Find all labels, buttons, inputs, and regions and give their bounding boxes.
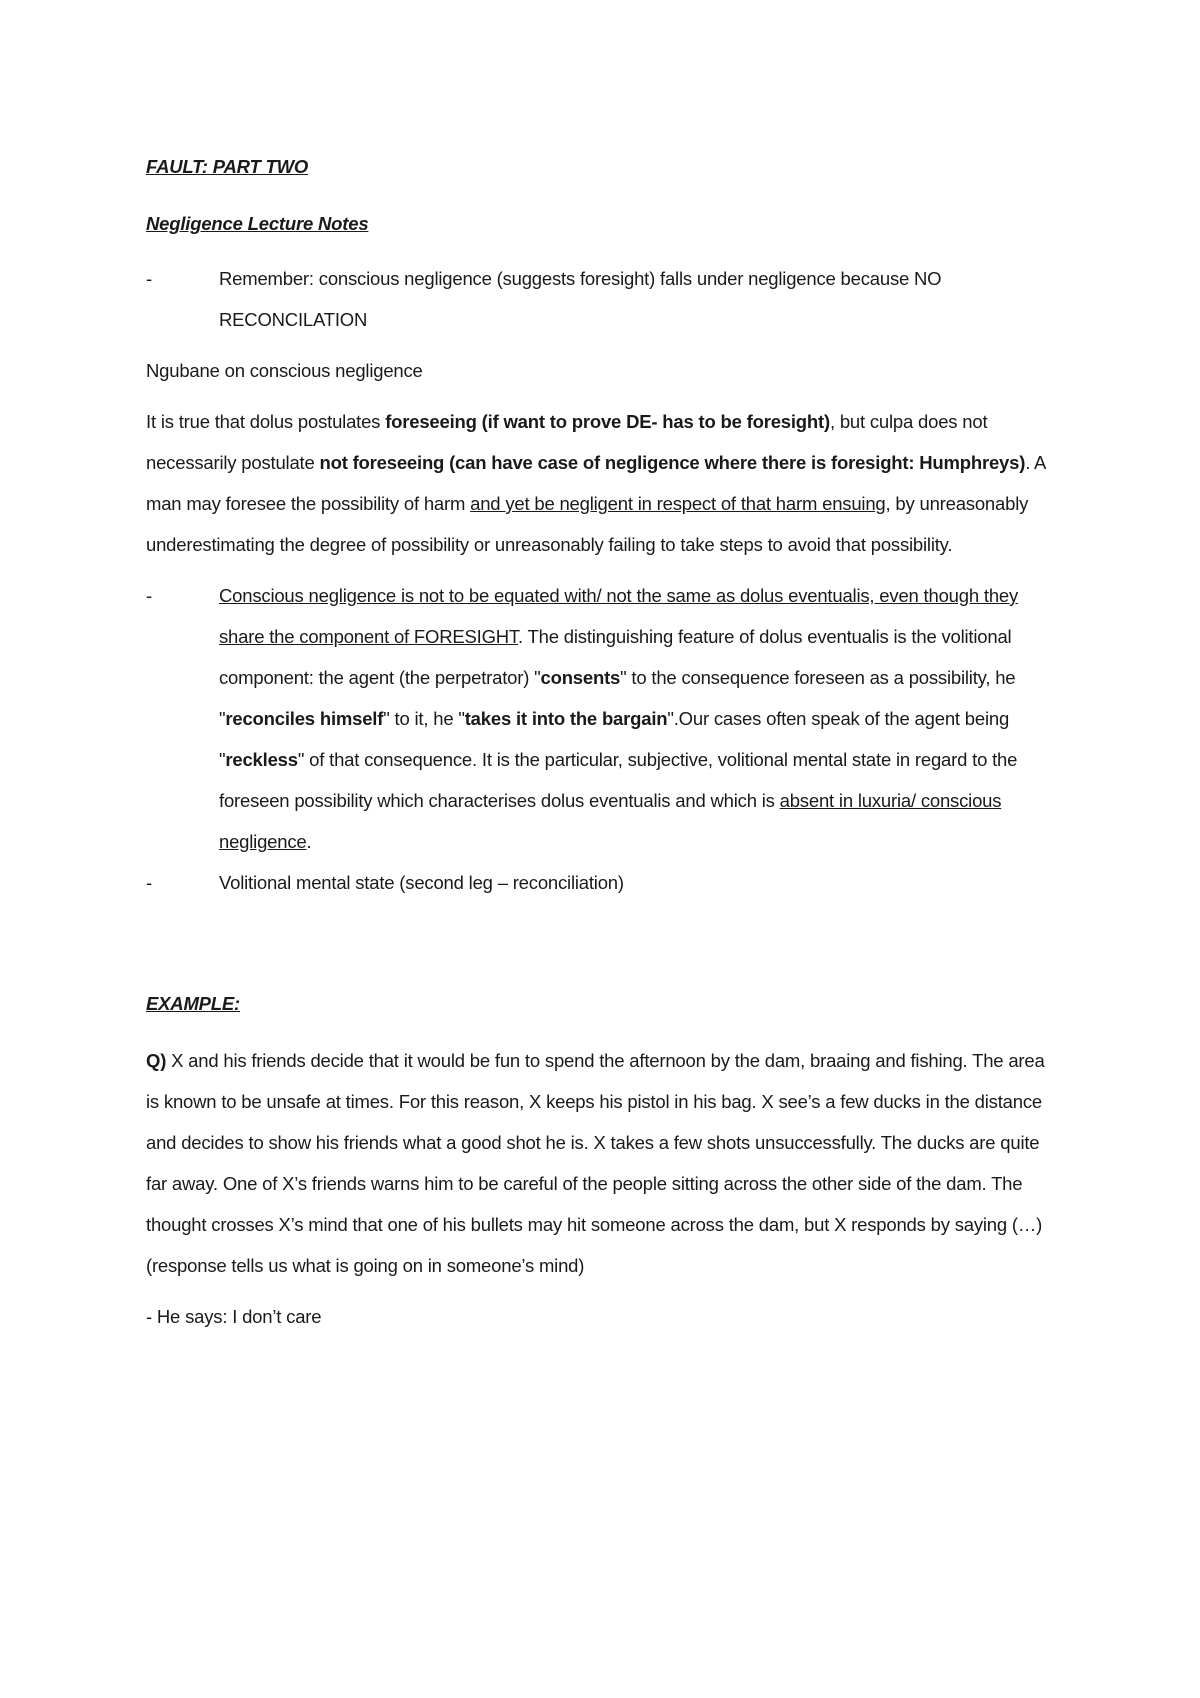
text-run: " to it, he "	[383, 708, 465, 729]
bullet-text: Remember: conscious negligence (suggests foresight) falls under negligence because NO RECONCILATION	[219, 268, 942, 330]
question-label: Q)	[146, 1050, 167, 1071]
document-subtitle: Negligence Lecture Notes	[146, 213, 369, 234]
bullet-dash: -	[146, 585, 152, 606]
bold-text: reckless	[225, 749, 298, 770]
bullet-text	[219, 575, 1056, 862]
section-label: Ngubane on conscious negligence	[146, 360, 423, 381]
text-run: . The distinguishing feature of dolus eventualis is the volitional component: the agent (the perpetrator) "	[219, 626, 1012, 688]
answer-line: - He says: I don’t care	[146, 1306, 322, 1327]
bullet-text: Volitional mental state (second leg – reconciliation)	[219, 872, 624, 893]
example-heading: EXAMPLE:	[146, 993, 240, 1014]
list-item	[146, 862, 1056, 903]
question-text: X and his friends decide that it would be fun to spend the afternoon by the dam, braaing and fishing. The area is known to be unsafe at times. For this reason, X keeps his pistol in his bag. X see’s a few ducks in the distance and decides to show his friends what a good shot he is. X takes a few shots unsuccessfully. The ducks are quite far away. One of X’s friends warns him to be careful of the people sitting across the other side of the dam. The thought crosses X’s mind that one of his bullets may hit someone across the dam, but X responds by saying (…) (response tells us what is going on in someone’s mind)	[146, 1050, 1045, 1276]
text-run: , but culpa does not necessarily postulate	[146, 411, 988, 473]
text-run: .	[306, 831, 312, 852]
underlined-text: absent in luxuria/ conscious negligence	[219, 790, 1002, 852]
bullet-dash: -	[146, 872, 152, 893]
text-run: " to the consequence foreseen as a possibility, he "	[219, 667, 1016, 729]
list-item	[146, 258, 1056, 340]
text-run: It is true that dolus postulates	[146, 411, 386, 432]
paragraph	[146, 401, 1056, 565]
bold-text: not foreseeing (can have case of negligence where there is foresight: Humphreys)	[319, 452, 1026, 473]
text-run: . A man may foresee the possibility of harm	[146, 452, 1046, 514]
bold-text: foreseeing (if want to prove DE- has to be foresight)	[385, 411, 830, 432]
list-item	[146, 575, 1056, 862]
text-run: ".Our cases often speak of the agent being "	[219, 708, 1010, 770]
document-page	[146, 146, 1056, 1337]
bullet-dash: -	[146, 268, 152, 289]
bold-text: consents	[540, 667, 621, 688]
underlined-text: Conscious negligence is not to be equated with/ not the same as dolus eventualis, even though they share the component of FORESIGHT	[219, 585, 1019, 647]
text-run: , by unreasonably underestimating the degree of possibility or unreasonably failing to take steps to avoid that possibility.	[146, 493, 1029, 555]
text-run: " of that consequence. It is the particular, subjective, volitional mental state in regard to the foreseen possibility which characterises dolus eventualis and which is	[219, 749, 1018, 811]
document-title: FAULT: PART TWO	[146, 156, 309, 177]
bold-text: takes it into the bargain	[464, 708, 668, 729]
bold-text: reconciles himself	[225, 708, 384, 729]
underlined-text: and yet be negligent in respect of that harm ensuing	[470, 493, 886, 514]
question-paragraph	[146, 1040, 1056, 1286]
